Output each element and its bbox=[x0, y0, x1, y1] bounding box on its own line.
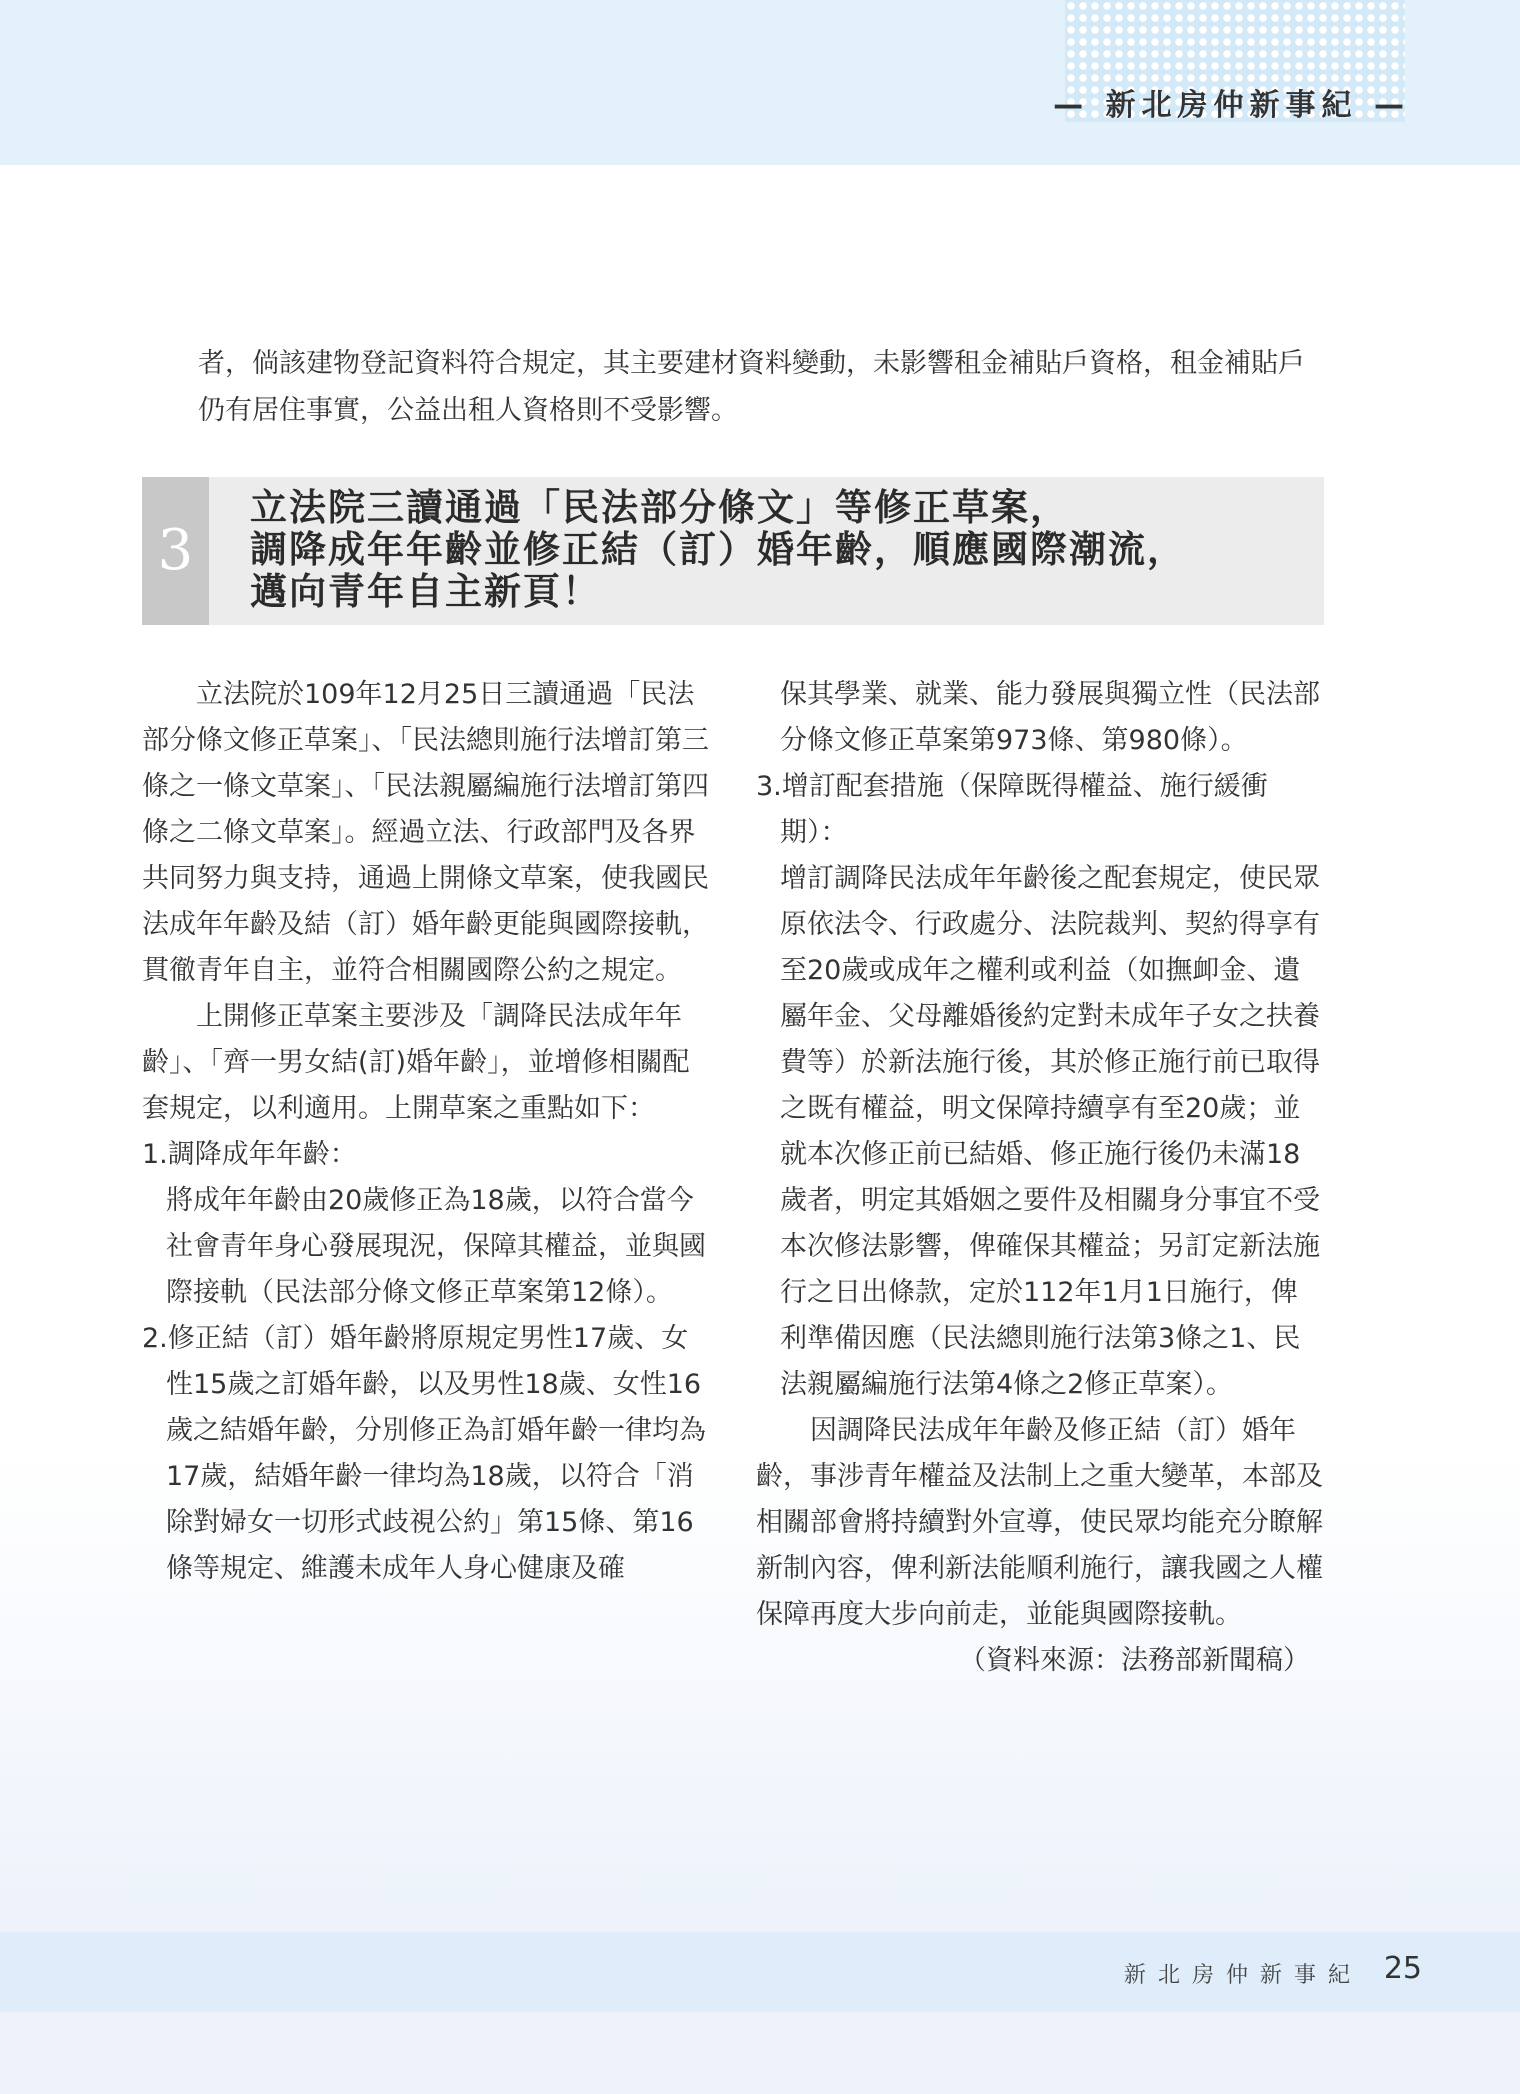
section-heading bbox=[142, 477, 1324, 625]
article-column-left bbox=[142, 672, 710, 1592]
source-note: （資料來源：法務部新聞稿） bbox=[959, 1645, 1310, 1676]
section-title-line-3: 邁向青年自主新頁！ bbox=[250, 570, 601, 613]
item-3-body: 增訂調降民法成年年齡後之配套規定，使民眾原依法令、行政處分、法院裁判、契約得享有至20歲或成年之權利或利益（如撫卹金、遺屬年金、父母離婚後約定對未成年子女之扶養費等）於新法施行後，其於修正施行前已取得之既有權益，明文保障持續享有至20歲；並就本次修正前已結婚、修正施行後仍未滿18歲者，明定其婚姻之要件及相關身分事宜不受本次修法影響，俾確保其權益；另訂定新法施行之日出條款，定於112年1月1日施行，俾利準備因應（民法總則施行法第3條之1、民法親屬編施行法第4條之2修正草案）。 bbox=[780, 863, 1320, 1400]
page-number: 25 bbox=[1383, 1951, 1422, 1986]
running-head: — 新北房仲新事紀 — bbox=[1053, 88, 1410, 123]
item-2-text: 2.修正結（訂）婚年齡將原規定男性17歲、女性15歲之訂婚年齡，以及男性18歲、女性16歲之結婚年齡，分別修正為訂婚年齡一律均為17歲，結婚年齡一律均為18歲，以符合「消除對婦女一切形式歧視公約」第15條、第16條等規定、維護未成年人身心健康及確 bbox=[142, 1323, 706, 1584]
section-title bbox=[250, 487, 1310, 613]
article-paragraph-3: 因調降民法成年年齡及修正結（訂）婚年齡，事涉青年權益及法制上之重大變革，本部及相關部會將持續對外宣導，使民眾均能充分瞭解新制內容，俾利新法能順利施行，讓我國之人權保障再度大步向前走，並能與國際接軌。 bbox=[756, 1415, 1323, 1630]
section-title-line-1: 立法院三讀通過「民法部分條文」等修正草案， bbox=[250, 486, 1069, 529]
item-2-continued: 保其學業、就業、能力發展與獨立性（民法部分條文修正草案第973條、第980條）。 bbox=[780, 679, 1320, 756]
footer-title: 新北房仲新事紀 bbox=[1123, 1963, 1362, 1988]
item-1-heading: 1.調降成年年齡： bbox=[142, 1139, 357, 1170]
header-band bbox=[0, 0, 1520, 165]
item-1-body: 將成年年齡由20歲修正為18歲，以符合當今社會青年身心發展現況，保障其權益，並與國際接軌（民法部分條文修正草案第12條）。 bbox=[166, 1185, 706, 1308]
item-3-heading: 3.增訂配套措施（保障既得權益、施行緩衝期）： bbox=[756, 771, 1268, 848]
section-title-line-2: 調降成年年齡並修正結（訂）婚年齡，順應國際潮流， bbox=[250, 528, 1186, 571]
article-paragraph-2: 上開修正草案主要涉及「調降民法成年年齡」、「齊一男女結(訂)婚年齡」，並增修相關配套規定，以利適用。上開草案之重點如下： bbox=[142, 1001, 690, 1124]
article-column-right bbox=[756, 672, 1324, 1684]
section-number: 3 bbox=[142, 477, 209, 625]
article-paragraph-1: 立法院於109年12月25日三讀通過「民法部分條文修正草案」、「民法總則施行法增訂第三條之一條文草案」、「民法親屬編施行法增訂第四條之二條文草案」。經過立法、行政部門及各界共同努力與支持，通過上開條文草案，使我國民法成年年齡及結（訂）婚年齡更能與國際接軌，貫徹青年自主，並符合相關國際公約之規定。 bbox=[142, 679, 709, 986]
intro-paragraph: 者，倘該建物登記資料符合規定，其主要建材資料變動，未影響租金補貼戶資格，租金補貼戶仍有居住事實，公益出租人資格則不受影響。 bbox=[198, 348, 1305, 426]
